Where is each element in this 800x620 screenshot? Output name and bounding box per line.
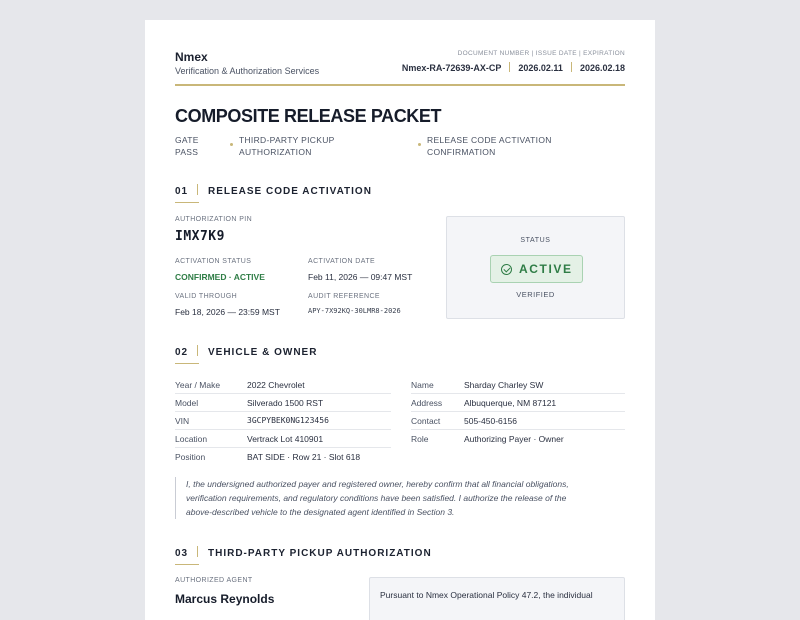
section-title: RELEASE CODE ACTIVATION xyxy=(208,186,372,197)
section-underline xyxy=(175,564,199,565)
row-value: 505-450-6156 xyxy=(464,416,517,426)
subtitle-line: THIRD-PARTY PICKUP xyxy=(239,135,335,145)
check-circle-icon xyxy=(501,264,512,275)
subtitle-line: CONFIRMATION xyxy=(427,147,496,157)
authorization-pin: IMX7K9 xyxy=(175,229,225,244)
page-title: COMPOSITE RELEASE PACKET xyxy=(175,106,442,126)
table-row xyxy=(175,412,391,430)
section-divider xyxy=(197,546,198,557)
status-badge-text: ACTIVE xyxy=(519,262,573,276)
authorized-agent-name: Marcus Reynolds xyxy=(175,592,275,606)
subtitle-line: AUTHORIZATION xyxy=(239,147,312,157)
section-title: THIRD-PARTY PICKUP AUTHORIZATION xyxy=(208,548,432,559)
doc-meta-labels: DOCUMENT NUMBER | ISSUE DATE | EXPIRATION xyxy=(457,50,625,57)
row-value: BAT SIDE · Row 21 · Slot 618 xyxy=(247,452,361,462)
audit-reference-label: AUDIT REFERENCE xyxy=(308,293,380,300)
vehicle-table xyxy=(175,376,391,466)
owner-table xyxy=(411,376,625,448)
table-row xyxy=(175,430,391,448)
subtitle-pickup-authorization xyxy=(239,134,335,158)
brand-name: Nmex xyxy=(175,50,208,64)
row-value: Vertrack Lot 410901 xyxy=(247,434,324,444)
meta-divider xyxy=(571,62,572,72)
table-row xyxy=(175,376,391,394)
row-value: Silverado 1500 RST xyxy=(247,398,324,408)
row-value: Authorizing Payer · Owner xyxy=(464,434,564,444)
section-heading-pickup-authorization xyxy=(175,546,432,559)
document-page xyxy=(145,20,655,620)
row-value: Sharday Charley SW xyxy=(464,380,544,390)
row-key: Name xyxy=(411,380,434,390)
document-header xyxy=(175,48,625,86)
row-key: Address xyxy=(411,398,443,408)
subtitle-line: RELEASE CODE ACTIVATION xyxy=(427,135,552,145)
valid-through-label: VALID THROUGH xyxy=(175,293,238,300)
section-divider xyxy=(197,345,198,356)
activation-date-label: ACTIVATION DATE xyxy=(308,258,376,265)
owner-statement xyxy=(175,477,625,519)
section-heading-vehicle-owner xyxy=(175,345,317,358)
issue-date: 2026.02.11 xyxy=(518,63,563,73)
status-panel xyxy=(446,216,625,319)
policy-text: Pursuant to Nmex Operational Policy 47.2, the individual xyxy=(380,590,593,600)
row-key: Location xyxy=(175,434,208,444)
section-number: 02 xyxy=(175,347,189,358)
table-row xyxy=(411,376,625,394)
section-underline xyxy=(175,202,199,203)
row-value: 3GCPYBEK0NG123456 xyxy=(247,416,329,425)
audit-reference: APY-7X92KQ-30LMR8-2026 xyxy=(308,307,401,315)
status-note: VERIFIED xyxy=(516,290,555,299)
table-row xyxy=(175,448,391,466)
row-key: Model xyxy=(175,398,199,408)
valid-through: Feb 18, 2026 — 23:59 MST xyxy=(175,307,280,317)
subtitle-activation-confirmation xyxy=(427,134,552,158)
row-key: Position xyxy=(175,452,206,462)
row-value: Albuquerque, NM 87121 xyxy=(464,398,557,408)
subtitle-gate-pass xyxy=(175,134,199,158)
table-row xyxy=(175,394,391,412)
section-number: 01 xyxy=(175,186,189,197)
status-title: STATUS xyxy=(520,237,551,244)
subtitle-dot xyxy=(418,143,421,146)
document-number: Nmex-RA-72639-AX-CP xyxy=(401,63,502,73)
row-value: 2022 Chevrolet xyxy=(247,380,305,390)
row-key: Contact xyxy=(411,416,441,426)
table-row xyxy=(411,394,625,412)
brand-subtitle: Verification & Authorization Services xyxy=(175,66,320,76)
statement-line: above-described vehicle to the designated agent identified in Section 3. xyxy=(186,507,455,517)
table-row xyxy=(411,430,625,448)
subtitle-line: PASS xyxy=(175,147,199,157)
pin-label: AUTHORIZATION PIN xyxy=(175,216,253,223)
activation-date: Feb 11, 2026 — 09:47 MST xyxy=(308,272,413,282)
doc-meta-values xyxy=(402,62,625,73)
table-row xyxy=(411,412,625,430)
authorized-agent-label: AUTHORIZED AGENT xyxy=(175,577,253,584)
expiration-date: 2026.02.18 xyxy=(579,63,625,73)
row-key: VIN xyxy=(175,416,190,426)
subtitle-dot xyxy=(230,143,233,146)
row-key: Year / Make xyxy=(175,380,221,390)
activation-status: CONFIRMED · ACTIVE xyxy=(175,272,265,282)
subtitle-line: GATE xyxy=(175,135,199,145)
section-underline xyxy=(175,363,199,364)
section-number: 03 xyxy=(175,548,189,559)
statement-line: verification requirements, and regulatory conditions have been satisfied. I authorize the release of the xyxy=(186,493,567,503)
row-key: Role xyxy=(411,434,429,444)
activation-status-label: ACTIVATION STATUS xyxy=(175,258,252,265)
meta-divider xyxy=(509,62,510,72)
policy-panel xyxy=(369,577,625,620)
section-heading-release-code xyxy=(175,184,372,197)
status-badge xyxy=(490,255,583,283)
section-divider xyxy=(197,184,198,195)
statement-line: I, the undersigned authorized payer and registered owner, hereby confirm that all financial obligations, xyxy=(186,479,569,489)
section-title: VEHICLE & OWNER xyxy=(208,347,318,358)
